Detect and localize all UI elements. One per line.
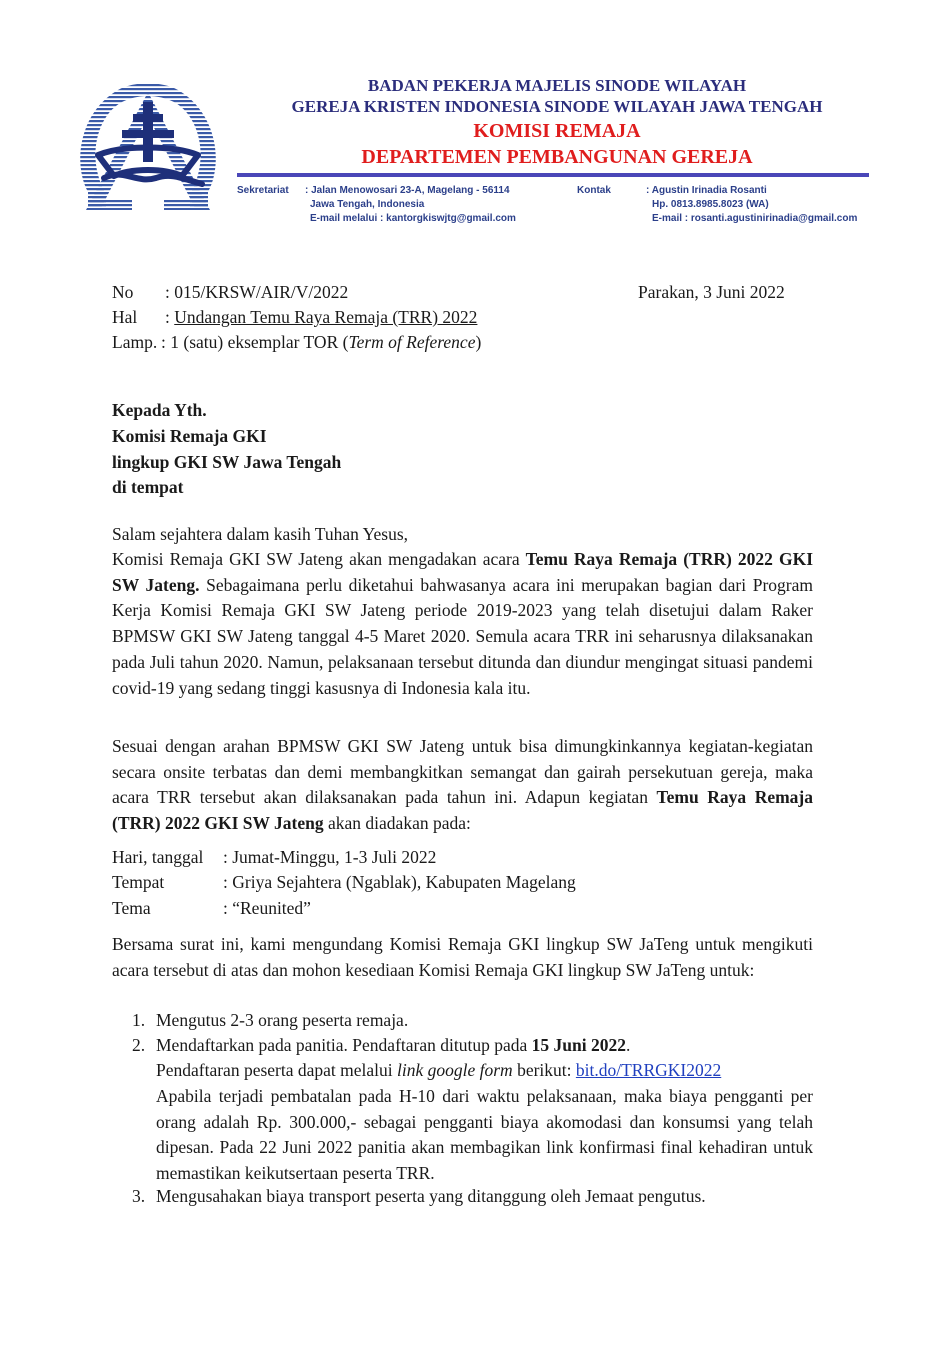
- attachment-label: Lamp.: [112, 332, 158, 352]
- letterhead-department: DEPARTEMEN PEMBANGUNAN GEREJA: [361, 146, 753, 168]
- secretariat-label: Sekretariat: [237, 185, 289, 196]
- recipient-line3: lingkup GKI SW Jawa Tengah: [112, 452, 342, 472]
- list-number-2: 2.: [132, 1035, 146, 1055]
- p1-text-c: Sebagaimana perlu diketahui bahwasanya acara ini merupakan bagian dari Program Kerja Komisi Remaja GKI SW Jateng periode 2019-2023 yang telah disetujui dalam Raker BPMSW GKI SW Jateng tanggal 4-5 Maret 2020. Semula acara TRR ini seharusnya dilaksanakan pada Juli tahun 2020. Namun, pelaksanaan tersebut ditunda dan diundur mengingat situasi pandemi covid-19 yang sedang tinggi kasusnya di Indonesia kala itu.: [112, 574, 814, 698]
- attachment-text: : 1 (satu) eksemplar TOR (: [161, 332, 349, 352]
- recipient-line4: di tempat: [112, 477, 184, 497]
- gki-logo-icon: [78, 72, 218, 217]
- event-theme-value: : “Reunited”: [223, 898, 311, 918]
- registration-info: [156, 1058, 721, 1084]
- event-date-label: Hari, tanggal: [112, 847, 204, 867]
- recipient-line1: Kepada Yth.: [112, 400, 207, 420]
- attachment: [161, 330, 481, 356]
- list-item-1: Mengutus 2-3 orang peserta remaja.: [156, 1010, 409, 1030]
- letter-number: : 015/KRSW/AIR/V/2022: [165, 282, 349, 302]
- paragraph-1: [112, 547, 813, 701]
- contact-label: Kontak: [577, 185, 611, 196]
- registration-text-post: berikut:: [512, 1060, 576, 1080]
- paragraph-3: Bersama surat ini, kami mengundang Komisi Remaja GKI lingkup SW JaTeng untuk mengikuti acara tersebut di atas dan mohon kesediaan Komisi Remaja GKI lingkup SW JaTeng untuk:: [112, 934, 813, 980]
- subject-colon: :: [165, 307, 175, 327]
- event-theme-label: Tema: [112, 898, 151, 918]
- place-date: Parakan, 3 Juni 2022: [638, 282, 785, 302]
- registration-text: Pendaftaran peserta dapat melalui: [156, 1060, 398, 1080]
- list-number-1: 1.: [132, 1010, 146, 1030]
- subject: [165, 305, 477, 331]
- list-number-3: 3.: [132, 1186, 146, 1206]
- secretariat-email: E-mail melalui : kantorgkiswjtg@gmail.com: [310, 213, 516, 224]
- p2-text-c: akan diadakan pada:: [323, 813, 471, 834]
- letterhead-commission: KOMISI REMAJA: [473, 120, 641, 142]
- registration-italic: link google form: [397, 1060, 513, 1080]
- subject-label: Hal: [112, 307, 138, 327]
- recipient-line2: Komisi Remaja GKI: [112, 426, 267, 446]
- p2-event-name: Temu Raya Remaja (TRR) 2022 GKI SW Jateng: [112, 787, 814, 834]
- contact-phone: Hp. 0813.8985.8023 (WA): [652, 199, 769, 210]
- secretariat-region: Jawa Tengah, Indonesia: [310, 199, 425, 210]
- subject-value: Undangan Temu Raya Remaja (TRR) 2022: [174, 307, 478, 327]
- event-theme-row: [112, 896, 311, 922]
- letter-number-label: No: [112, 282, 134, 302]
- p2-text-a: Sesuai dengan arahan BPMSW GKI SW Jateng untuk bisa dimungkinkannya kegiatan-kegiatan secara onsite terbatas dan demi membangkitkan semangat dan gairah persekutuan gereja, maka acara TRR tersebut akan dilaksanakan pada tahun ini. Adapun kegiatan: [112, 736, 813, 808]
- registration-link[interactable]: bit.do/TRRGKI2022: [575, 1060, 722, 1080]
- secretariat-address: : Jalan Menowosari 23-A, Magelang - 56114: [305, 185, 510, 196]
- cancellation-info: Apabila terjadi pembatalan pada H-10 dari waktu pelaksanaan, maka biaya pengganti per orang adalah Rp. 300.000,- sebagai pengganti biaya akomodasi dan konsumsi yang telah dipesan. Pada 22 Juni 2022 panitia akan membagikan link konfirmasi final kehadiran untuk memastikan keikutsertaan peserta TRR.: [156, 1086, 813, 1184]
- registration-deadline: 15 Juni 2022: [531, 1035, 626, 1055]
- attachment-close: ): [475, 332, 482, 352]
- event-place-row: [112, 870, 576, 896]
- event-date-row: [112, 845, 436, 871]
- contact-email: E-mail : rosanti.agustinirinadia@gmail.com: [652, 213, 858, 224]
- event-date-value: : Jumat-Minggu, 1-3 Juli 2022: [223, 847, 437, 867]
- letterhead-line1: BADAN PEKERJA MAJELIS SINODE WILAYAH: [367, 76, 747, 95]
- event-place-value: : Griya Sejahtera (Ngablak), Kabupaten Magelang: [223, 872, 576, 892]
- event-place-label: Tempat: [112, 872, 165, 892]
- paragraph-2: [112, 734, 813, 837]
- p1-text-a: Komisi Remaja GKI SW Jateng akan mengadakan acara: [112, 549, 526, 569]
- greeting: Salam sejahtera dalam kasih Tuhan Yesus,: [112, 524, 409, 544]
- item2-text: Mendaftarkan pada panitia. Pendaftaran ditutup pada: [156, 1035, 532, 1055]
- letterhead-divider: [237, 173, 869, 177]
- list-item-2: [156, 1033, 630, 1059]
- list-item-3: Mengusahakan biaya transport peserta yang ditanggung oleh Jemaat pengutus.: [156, 1186, 706, 1206]
- letterhead-line2: GEREJA KRISTEN INDONESIA SINODE WILAYAH JAWA TENGAH: [291, 97, 823, 116]
- p1-event-name: Temu Raya Remaja (TRR) 2022 GKI SW Jateng.: [112, 549, 814, 595]
- attachment-italic: Term of Reference: [348, 332, 476, 352]
- item2-period: .: [625, 1035, 631, 1055]
- contact-name: : Agustin Irinadia Rosanti: [646, 185, 767, 196]
